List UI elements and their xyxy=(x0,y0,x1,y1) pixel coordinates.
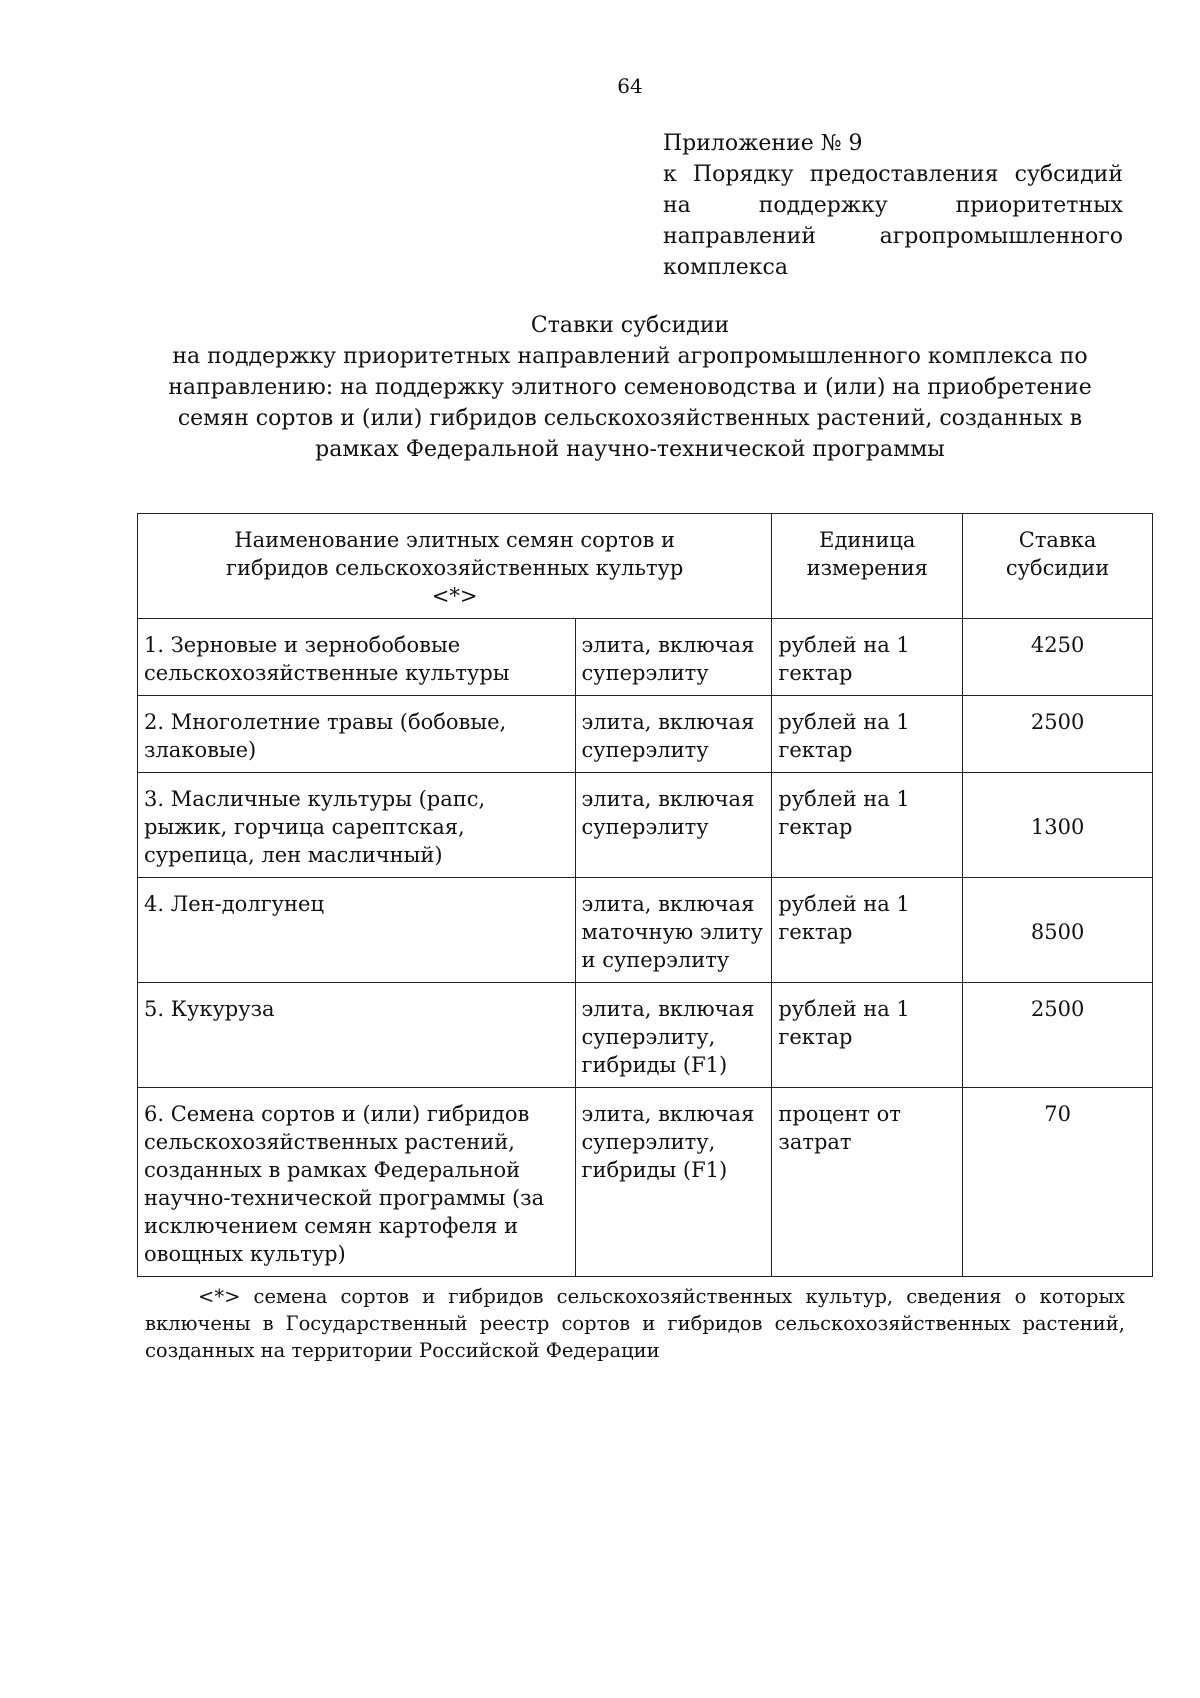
seed-category: элита, включая суперэлиту, гибриды (F1) xyxy=(575,1088,772,1277)
unit-of-measure: рублей на 1 гектар xyxy=(772,696,963,773)
document-heading: Ставки субсидии xyxy=(530,313,730,338)
table-row xyxy=(138,696,1153,773)
header-unit: Единица измерения xyxy=(772,514,963,619)
header-rate: Ставка субсидии xyxy=(963,514,1153,619)
appendix-block xyxy=(663,128,1123,283)
crop-name: 2. Многолетние травы (бобовые, злаковые) xyxy=(138,696,576,773)
document-title xyxy=(130,310,1130,465)
page-number: 64 xyxy=(617,74,643,98)
subsidy-rate: 2500 xyxy=(963,983,1153,1088)
table-row xyxy=(138,878,1153,983)
document-subheading: на поддержку приоритетных направлений агропромышленного комплекса по направлению: на поддержку элитного семеноводства и (или) на приобретение семян сортов и (или) гибридов сельскохозяйственных растений, созданных в рамках Федеральной научно-технической программы xyxy=(168,344,1092,462)
table-row xyxy=(138,1088,1153,1277)
unit-of-measure: рублей на 1 гектар xyxy=(772,773,963,878)
crop-name: 6. Семена сортов и (или) гибридов сельскохозяйственных растений, созданных в рамках Федеральной научно-технической программы (за исключением семян картофеля и овощных культур) xyxy=(138,1088,576,1277)
header-name: Наименование элитных семян сортов и гибридов сельскохозяйственных культур <*> xyxy=(138,514,772,619)
unit-of-measure: процент от затрат xyxy=(772,1088,963,1277)
unit-of-measure: рублей на 1 гектар xyxy=(772,983,963,1088)
seed-category: элита, включая суперэлиту xyxy=(575,696,772,773)
appendix-title: Приложение № 9 xyxy=(663,131,863,156)
table-row xyxy=(138,773,1153,878)
table-row xyxy=(138,983,1153,1088)
subsidy-rate: 70 xyxy=(963,1088,1153,1277)
seed-category: элита, включая суперэлиту xyxy=(575,619,772,696)
subsidy-rate: 2500 xyxy=(963,696,1153,773)
seed-category: элита, включая суперэлиту xyxy=(575,773,772,878)
crop-name: 3. Масличные культуры (рапс, рыжик, горчица сарептская, сурепица, лен масличный) xyxy=(138,773,576,878)
crop-name: 5. Кукуруза xyxy=(138,983,576,1088)
subsidy-rate: 1300 xyxy=(963,773,1153,878)
table-header-row xyxy=(138,514,1153,619)
crop-name: 4. Лен-долгунец xyxy=(138,878,576,983)
table-row xyxy=(138,619,1153,696)
crop-name: 1. Зерновые и зернобобовые сельскохозяйственные культуры xyxy=(138,619,576,696)
subsidy-rate: 4250 xyxy=(963,619,1153,696)
unit-of-measure: рублей на 1 гектар xyxy=(772,878,963,983)
subsidy-rate: 8500 xyxy=(963,878,1153,983)
appendix-reference: к Порядку предоставления субсидий на поддержку приоритетных направлений агропромышленного комплекса xyxy=(663,162,1123,280)
unit-of-measure: рублей на 1 гектар xyxy=(772,619,963,696)
footnote: <*> семена сортов и гибридов сельскохозяйственных культур, сведения о которых включены в Государственный реестр сортов и гибридов сельскохозяйственных растений, созданных на территории Российской Федерации xyxy=(145,1285,1125,1362)
seed-category: элита, включая маточную элиту и суперэлиту xyxy=(575,878,772,983)
subsidy-rates-table xyxy=(137,513,1153,1277)
seed-category: элита, включая суперэлиту, гибриды (F1) xyxy=(575,983,772,1088)
